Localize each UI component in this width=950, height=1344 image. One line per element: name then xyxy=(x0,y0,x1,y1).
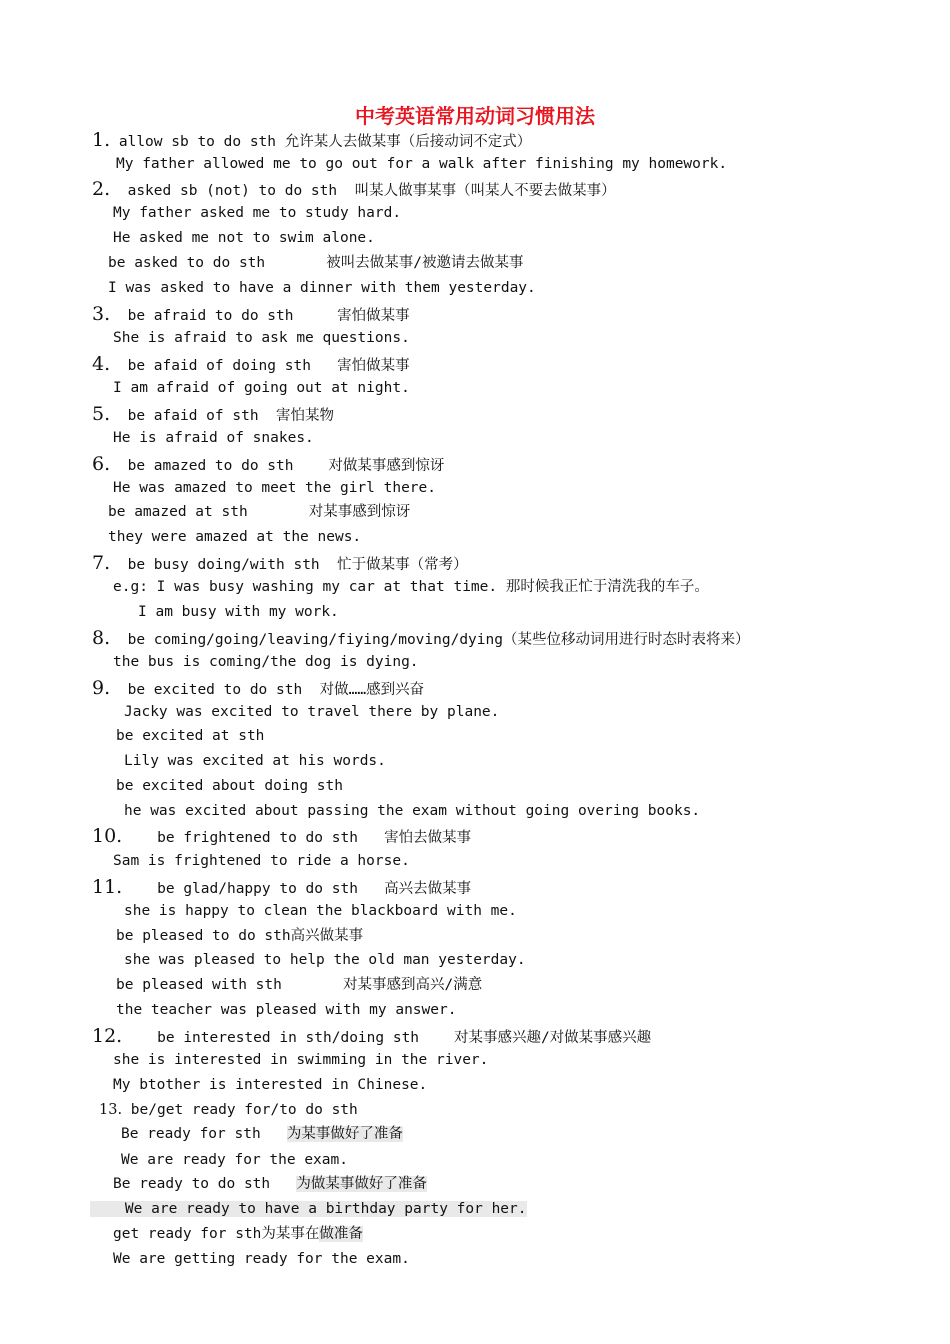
entry-text: be afraid to do sth 害怕做某事 xyxy=(110,308,410,324)
entry-line xyxy=(124,950,526,970)
entry-number: 9. xyxy=(92,677,111,699)
entry-line xyxy=(113,1174,427,1194)
entry-text: be excited at sth xyxy=(116,728,265,744)
entry-text: be pleased to do sth高兴做某事 xyxy=(116,928,364,944)
entry-text: he was excited about passing the exam without going overing books. xyxy=(124,803,701,819)
entry-text: be asked to do sth 被叫去做某事/被邀请去做某事 xyxy=(108,255,524,271)
entry-line xyxy=(108,278,536,298)
entry-text: Be ready to do sth xyxy=(113,1176,297,1192)
entry-line xyxy=(124,751,386,771)
entry-text: We are ready for the exam. xyxy=(121,1152,348,1168)
entry-heading xyxy=(92,628,749,648)
entry-text: be pleased with sth 对某事感到高兴/满意 xyxy=(116,977,483,993)
entry-line xyxy=(113,378,410,398)
entry-number: 5. xyxy=(92,403,111,425)
entry-line xyxy=(121,1150,348,1170)
entry-text: My father asked me to study hard. xyxy=(113,205,402,221)
entry-text: be/get ready for/to do sth xyxy=(122,1102,358,1118)
entry-line xyxy=(116,154,727,174)
entry-text: He was amazed to meet the girl there. xyxy=(113,480,437,496)
entry-text: Sam is frightened to ride a horse. xyxy=(113,853,410,869)
entry-text: I am afraid of going out at night. xyxy=(113,380,410,396)
entry-text: He asked me not to swim alone. xyxy=(113,230,375,246)
entry-line xyxy=(113,851,410,871)
entry-heading xyxy=(99,1100,358,1120)
entry-line xyxy=(124,901,517,921)
entry-heading xyxy=(92,877,471,897)
entry-line xyxy=(90,1199,527,1219)
entry-heading xyxy=(92,179,616,199)
entry-line xyxy=(113,228,375,248)
entry-heading xyxy=(92,354,410,374)
entry-line xyxy=(138,602,339,622)
highlighted-text: 做准备 xyxy=(319,1226,363,1242)
entry-text: be frightened to do sth 害怕去做某事 xyxy=(122,830,472,846)
entry-text: the bus is coming/the dog is dying. xyxy=(113,654,419,670)
entry-text: He is afraid of snakes. xyxy=(113,430,314,446)
entry-number: 4. xyxy=(92,353,111,375)
entry-line xyxy=(108,527,361,547)
entry-line xyxy=(124,801,700,821)
entry-text: be excited to do sth 对做……感到兴奋 xyxy=(110,682,425,698)
entry-line xyxy=(116,726,264,746)
highlighted-text: 为某事做好了准备 xyxy=(286,1126,403,1142)
entry-heading xyxy=(92,404,334,424)
entry-line xyxy=(113,1050,488,1070)
entry-text: be afaid of sth 害怕某物 xyxy=(110,408,335,424)
entry-text: be excited about doing sth xyxy=(116,778,343,794)
entry-text: e.g: I was busy washing my car at that time. 那时候我正忙于清洗我的车子。 xyxy=(113,579,709,595)
entry-text: Lily was excited at his words. xyxy=(124,753,386,769)
entry-line xyxy=(113,1075,427,1095)
entry-number: 12. xyxy=(92,1025,123,1047)
entry-heading xyxy=(92,678,424,698)
entry-line xyxy=(113,577,709,597)
entry-number: 1. xyxy=(92,129,111,151)
entry-heading xyxy=(92,454,444,474)
entry-line xyxy=(108,502,410,522)
entry-text: asked sb (not) to do sth 叫某人做事某事（叫某人不要去做某事） xyxy=(110,183,616,199)
entry-number: 8. xyxy=(92,627,111,649)
entry-text: We are getting ready for the exam. xyxy=(113,1251,410,1267)
entry-number: 11. xyxy=(92,876,123,898)
entry-text: be glad/happy to do sth 高兴去做某事 xyxy=(122,881,472,897)
entry-line xyxy=(113,1224,363,1244)
entry-heading xyxy=(92,553,468,573)
entry-text: she was pleased to help the old man yesterday. xyxy=(124,952,526,968)
entry-line xyxy=(113,328,410,348)
entry-line xyxy=(116,926,363,946)
entry-number: 2. xyxy=(92,178,111,200)
highlighted-text: 为做某事做好了准备 xyxy=(296,1176,427,1192)
entry-text: she is interested in swimming in the river. xyxy=(113,1052,489,1068)
entry-line xyxy=(113,428,314,448)
entry-text: allow sb to do sth 允许某人去做某事（后接动词不定式） xyxy=(110,134,532,150)
entry-text: be amazed to do sth 对做某事感到惊讶 xyxy=(110,458,445,474)
entry-text: My father allowed me to go out for a walk after finishing my homework. xyxy=(116,156,728,172)
entry-text: She is afraid to ask me questions. xyxy=(113,330,410,346)
entry-text: be interested in sth/doing sth 对某事感兴趣/对做某事感兴趣 xyxy=(122,1030,652,1046)
entry-line xyxy=(113,478,436,498)
entry-text: get ready for sth为某事在 xyxy=(113,1226,320,1242)
entry-heading xyxy=(92,130,531,150)
entry-text: be busy doing/with sth 忙于做某事（常考） xyxy=(110,557,468,573)
entry-text: the teacher was pleased with my answer. xyxy=(116,1002,457,1018)
entry-line xyxy=(108,253,523,273)
entry-heading xyxy=(92,1026,651,1046)
entry-line xyxy=(113,1249,410,1269)
entry-line xyxy=(116,975,482,995)
entry-number: 13. xyxy=(99,1102,123,1118)
entry-text: be afaid of doing sth 害怕做某事 xyxy=(110,358,410,374)
entry-text: I am busy with my work. xyxy=(138,604,339,620)
entry-line xyxy=(116,776,343,796)
entry-number: 7. xyxy=(92,552,111,574)
entry-line xyxy=(116,1000,456,1020)
entry-text: My btother is interested in Chinese. xyxy=(113,1077,428,1093)
entry-text: they were amazed at the news. xyxy=(108,529,362,545)
entry-text: she is happy to clean the blackboard with me. xyxy=(124,903,517,919)
page-title: 中考英语常用动词习惯用法 xyxy=(355,104,595,128)
entry-line xyxy=(124,702,499,722)
entry-line xyxy=(113,652,419,672)
entry-line xyxy=(113,203,401,223)
entry-text: be coming/going/leaving/fiying/moving/dying（某些位移动词用进行时态时表将来） xyxy=(110,632,750,648)
entry-heading xyxy=(92,826,471,846)
highlighted-text: We are ready to have a birthday party for her. xyxy=(90,1201,527,1217)
entry-text: Be ready for sth xyxy=(121,1126,287,1142)
entry-text: I was asked to have a dinner with them yesterday. xyxy=(108,280,536,296)
entry-number: 3. xyxy=(92,303,111,325)
entry-line xyxy=(121,1124,403,1144)
entry-text: Jacky was excited to travel there by plane. xyxy=(124,704,500,720)
entry-text: be amazed at sth 对某事感到惊讶 xyxy=(108,504,411,520)
entry-heading xyxy=(92,304,410,324)
entry-number: 10. xyxy=(92,825,123,847)
entry-number: 6. xyxy=(92,453,111,475)
